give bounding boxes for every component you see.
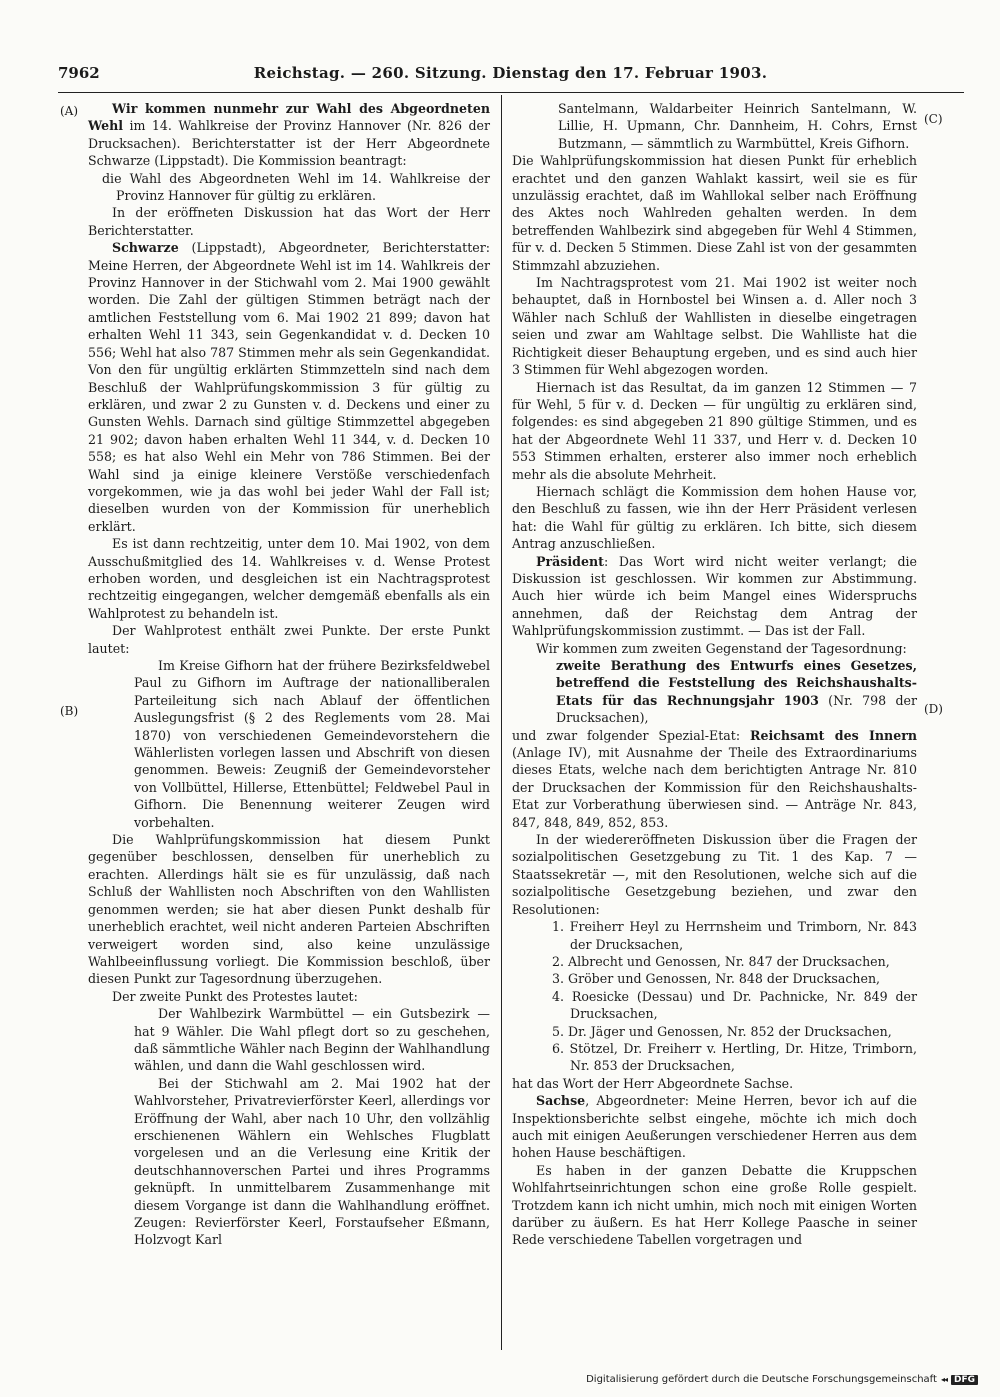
- left-column: [88, 100, 490, 1249]
- margin-letter-a: (A): [60, 104, 79, 118]
- page-number: 7962: [58, 64, 100, 82]
- list-item: 2. Albrecht und Genossen, Nr. 847 der Drucksachen,: [552, 953, 890, 969]
- list-item: 1. Freiherr Heyl zu Herrnsheim und Trimborn, Nr. 843 der Drucksachen,: [552, 919, 917, 952]
- paragraph: Präsident: Das Wort wird nicht weiter verlangt; die Diskussion ist geschlossen. Wir kommen zur Abstimmung. Auch hier würde ich beim Mangel eines Widerspruchs annehmen, daß der Reichstag dem Antrag der Wahlprüfungskommission zustimmt. — Das ist der Fall.: [512, 553, 917, 639]
- margin-letter-d: (D): [924, 702, 943, 716]
- budget-title: Reichsamt des Innern: [750, 727, 917, 743]
- agenda-item: zweite Berathung des Entwurfs eines Gesetzes, betreffend die Feststellung des Reichshaushalts-Etats für das Rechnungsjahr 1903 (Nr. 798 der Drucksachen),: [556, 658, 917, 726]
- paragraph: Hiernach schlägt die Kommission dem hohen Hause vor, den Beschluß zu fassen, wie ihn der Herr Präsident verlesen hat: die Wahl für gültig zu erklären. Ich bitte, sich diesem Antrag anzuschließen.: [512, 483, 917, 552]
- credit-text: Digitalisierung gefördert durch die Deutsche Forschungsgemeinschaft: [586, 1374, 937, 1385]
- paragraph: Die Wahlprüfungskommission hat diesem Punkt gegenüber beschlossen, denselben für unerheblich zu erachten. Allerdings hält sie es für unzulässig, daß nach Schluß der Wahllisten noch Abschriften von den Wahllisten genommen werden; sie hat aber diesen Punkt deshalb für unerheblich erachtet, weil nicht anderen Parteien Abschriften verweigert worden sind, also keine unzulässige Wahlbeeinflussung vorliegt. Die Kommission beschloß, über diesen Punkt zur Tagesordnung überzugehen.: [88, 832, 490, 987]
- list-item: 3. Gröber und Genossen, Nr. 848 der Drucksachen,: [552, 971, 881, 987]
- speaker-name: Sachse: [536, 1093, 586, 1109]
- paragraph: Im Nachtragsprotest vom 21. Mai 1902 ist weiter noch behauptet, daß in Hornbostel bei Winsen a. d. Aller noch 3 Wähler nach Schluß der Wahllisten in dieselbe eingetragen seien und zwar am Wahltage selbst. Die Wahlliste hat die Richtigkeit dieser Behauptung ergeben, und es sind auch hier 3 Stimmen für Wehl abgezogen worden.: [512, 275, 917, 378]
- agenda-item-bold: Wir kommen nunmehr zur Wahl des Abgeordneten Wehl: [88, 101, 490, 134]
- paragraph: Es haben in der ganzen Debatte die Kruppschen Wohlfahrtseinrichtungen schon eine große Rolle gespielt. Trotzdem kann ich nicht umhin, mich noch mit einigen Worten darüber zu äußern. Es hat Herr Kollege Paasche in seiner Rede verschiedene Tabellen vorgetragen und: [512, 1162, 917, 1248]
- paragraph: und zwar folgender Spezial-Etat: Reichsamt des Innern (Anlage IV), mit Ausnahme der Theile des Extraordinariums dieses Etats, welche nach dem berichtigten Antrage Nr. 810 der Drucksachen der Kommission für den Reichshaushalts-Etat zur Vorberathung überwiesen sind. — Anträge Nr. 843, 847, 848, 849, 852, 853.: [512, 727, 917, 830]
- header-title: Reichstag. — 260. Sitzung. Dienstag den 17. Februar 1903.: [253, 64, 768, 82]
- protest-quote-2: [134, 1005, 490, 1249]
- paragraph: Wir kommen zum zweiten Gegenstand der Tagesordnung:: [536, 640, 907, 656]
- paragraph: Der Wahlprotest enthält zwei Punkte. Der erste Punkt lautet:: [88, 623, 490, 656]
- paragraph: In der wiedereröffneten Diskussion über die Fragen der sozialpolitischen Gesetzgebung zu Tit. 1 des Kap. 7 — Staatssekretär —, mit den Resolutionen, welche sich auf die sozialpolitische Gesetzgebung beziehen, und zwar den Resolutionen:: [512, 832, 917, 917]
- resolutions-list: [512, 918, 917, 1075]
- list-item: 5. Dr. Jäger und Genossen, Nr. 852 der Drucksachen,: [552, 1023, 892, 1039]
- arrows-icon: ◂◂: [940, 1375, 947, 1384]
- paragraph: Es ist dann rechtzeitig, unter dem 10. Mai 1902, von dem Ausschußmitglied des 14. Wahlkreises v. d. Wense Protest erhoben worden, und desgleichen ist ein Nachtragsprotest rechtzeitig eingegangen, welcher demgemäß ebenfalls als ein Wahlprotest zu behandeln ist.: [88, 536, 490, 621]
- running-header: [58, 64, 963, 90]
- paragraph: Der zweite Punkt des Protestes lautet:: [112, 988, 358, 1004]
- speaker-name: Schwarze: [112, 240, 179, 256]
- quote-continuation: Santelmann, Waldarbeiter Heinrich Santelmann, W. Lillie, H. Upmann, Chr. Dannheim, H. Cohrs, Ernst Butzmann, — sämmtlich zu Warmbüttel, Kreis Gifhorn.: [558, 101, 917, 151]
- motion-text: die Wahl des Abgeordneten Wehl im 14. Wahlkreise der Provinz Hannover für gültig zu erklären.: [102, 170, 490, 204]
- paragraph: In der eröffneten Diskussion hat das Wort der Herr Berichterstatter.: [88, 205, 490, 238]
- quote-text: Der Wahlbezirk Warmbüttel — ein Gutsbezirk — hat 9 Wähler. Die Wahl pflegt dort so zu geschehen, daß sämmtliche Wähler nach Beginn der Wahlhandlung wählen, und dann die Wahl geschlossen wird.: [134, 1006, 490, 1074]
- digitization-credit: [586, 1374, 978, 1385]
- list-item: 4. Roesicke (Dessau) und Dr. Pachnicke, Nr. 849 der Drucksachen,: [552, 988, 917, 1022]
- header-rule: [58, 92, 964, 93]
- list-item: 6. Stötzel, Dr. Freiherr v. Hertling, Dr. Hitze, Trimborn, Nr. 853 der Drucksachen,: [552, 1040, 917, 1074]
- paragraph: hat das Wort der Herr Abgeordnete Sachse.: [512, 1075, 794, 1091]
- protest-quote-1: [134, 657, 490, 831]
- margin-letter-b: (B): [60, 704, 79, 718]
- paragraph: Die Wahlprüfungskommission hat diesen Punkt für erheblich erachtet und den ganzen Wahlakt kassirt, weil sie es für unzulässig erachtet, daß im Wahllokal selber nach Eröffnung des Aktes noch Wahlreden gehalten werden. In dem betreffenden Wahlbezirk sind abgegeben für Wehl 4 Stimmen, für v. d. Decken 5 Stimmen. Diese Zahl ist von der gesammten Stimmzahl abzuziehen.: [512, 153, 917, 273]
- quote-text: Bei der Stichwahl am 2. Mai 1902 hat der Wahlvorsteher, Privatrevierförster Keerl, allerdings vor Eröffnung der Wahl, aber nach 10 Uhr, den vollzählig erschienenen Wählern ein Wehlsches Flugblatt vorgelesen und an die Verlesung eine Kritik der deutschhannoverschen Partei und ihres Programms geknüpft. In unmittelbarem Zusammenhange mit diesem Vorgange ist dann die Wahlhandlung eröffnet. Zeugen: Revierförster Keerl, Forstaufseher Eßmann, Holzvogt Karl: [134, 1075, 490, 1248]
- quote-text: Im Kreise Gifhorn hat der frühere Bezirksfeldwebel Paul zu Gifhorn im Auftrage der nationalliberalen Parteileitung sich nach Ablauf der öffentlichen Auslegungsfrist (§ 2 des Reglements vom 28. Mai 1870) von verschiedenen Gemeindevorstehern die Wählerlisten vorlegen lassen und Abschrift von diesen genommen. Beweis: Zeugniß der Gemeindevorsteher von Vollbüttel, Hillerse, Ettenbüttel; Feldwebel Paul in Gifhorn. Die Benennung weiterer Zeugen wird vorbehalten.: [134, 658, 490, 830]
- margin-letter-c: (C): [924, 112, 943, 126]
- paragraph: Schwarze (Lippstadt), Abgeordneter, Berichterstatter: Meine Herren, der Abgeordnete Wehl ist im 14. Wahlkreis der Provinz Hannover in der Stichwahl vom 2. Mai 1900 gewählt worden. Die Zahl der gültigen Stimmen beträgt nach der amtlichen Feststellung vom 6. Mai 1902 21 899; davon hat erhalten Wehl 11 343, sein Gegenkandidat v. d. Decken 10 556; Wehl hat also 787 Stimmen mehr als sein Gegenkandidat. Von den für ungültig erklärten Stimmzetteln sind nach dem Beschluß der Wahlprüfungskommission 3 für gültig zu erklären, und zwar 2 zu Gunsten v. d. Deckens und einer zu Gunsten Wehls. Darnach sind gültige Stimmzettel abgegeben 21 902; davon haben erhalten Wehl 11 344, v. d. Decken 10 558; es hat also Wehl ein Mehr von 786 Stimmen. Bei der Wahl sind ja einige kleinere Verstöße verschiedenfach vorgekommen, wie ja das wohl bei jeder Wahl der Fall ist; dieselben wurden von der Kommission für unerheblich erklärt.: [88, 240, 490, 534]
- paragraph: Sachse, Abgeordneter: Meine Herren, bevor ich auf die Inspektionsberichte selbst eingehe, möchte ich mich doch auch mit einigen Aeußerungen verschiedener Herren aus dem hohen Hause beschäftigen.: [512, 1093, 917, 1161]
- dfg-logo: DFG: [951, 1375, 978, 1385]
- speaker-name: Präsident: [536, 553, 604, 569]
- paragraph: Wir kommen nunmehr zur Wahl des Abgeordneten Wehl im 14. Wahlkreise der Provinz Hannover (Nr. 826 der Drucksachen). Berichterstatter ist der Herr Abgeordnete Schwarze (Lippstadt). Die Kommission beantragt:: [88, 101, 490, 169]
- paragraph: Hiernach ist das Resultat, da im ganzen 12 Stimmen — 7 für Wehl, 5 für v. d. Decken — für ungültig zu erklären sind, folgendes: es sind abgegeben 21 890 gültige Stimmen, und es hat der Abgeordnete Wehl 11 337, und Herr v. d. Decken 10 553 Stimmen erhalten, ersterer also immer noch erheblich mehr als die absolute Mehrheit.: [512, 379, 917, 482]
- column-divider: [501, 95, 502, 1350]
- right-column: [512, 100, 917, 1249]
